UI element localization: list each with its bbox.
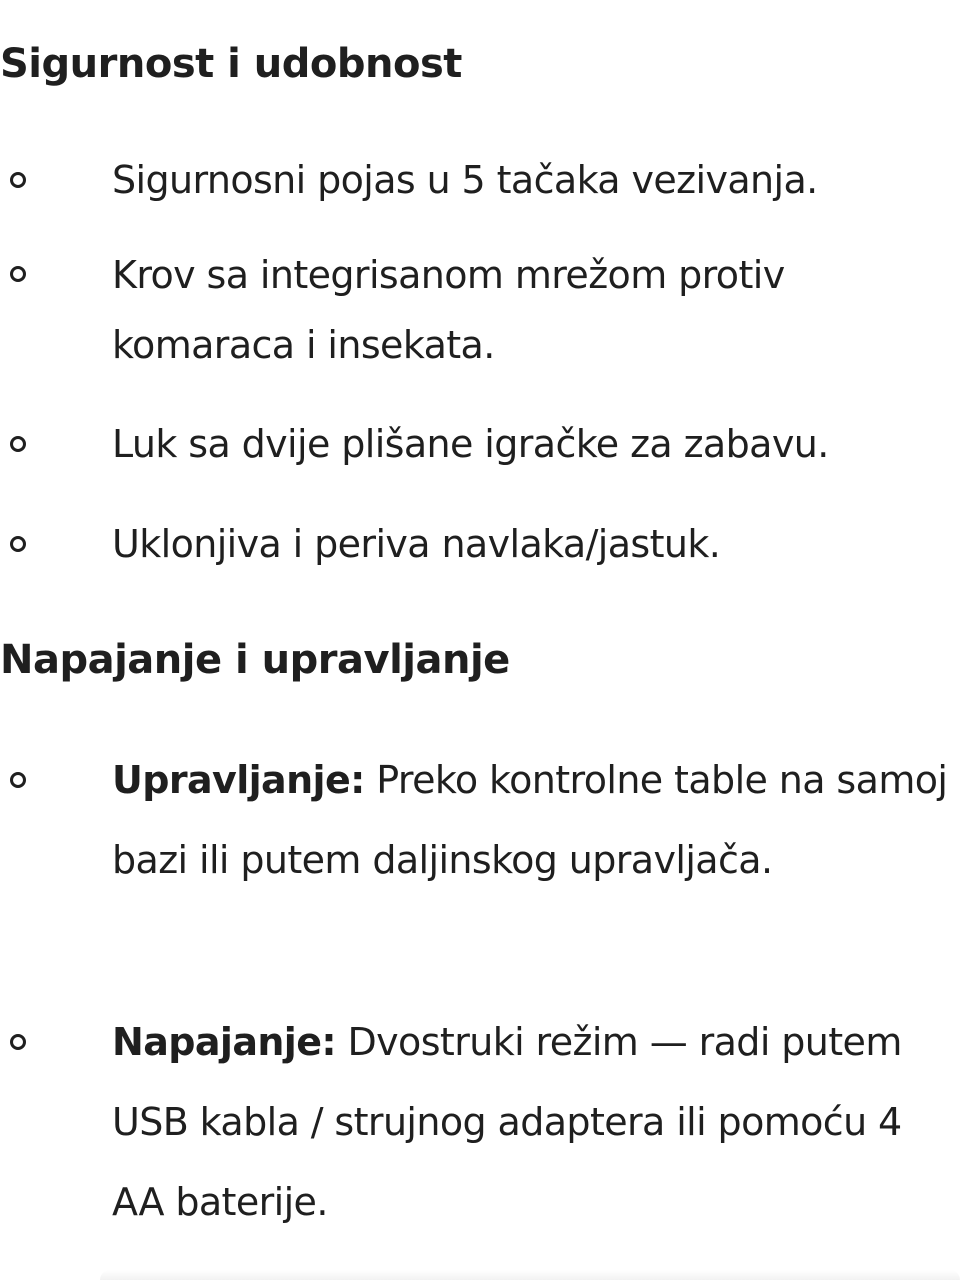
list-item-description: Preko kontrolne table na samoj bazi ili putem daljinskog upravljača.: [112, 758, 948, 882]
bottom-sheet-edge: [100, 1270, 960, 1280]
hollow-bullet-icon: [10, 536, 26, 552]
hollow-bullet-icon: [10, 772, 26, 788]
hollow-bullet-icon: [10, 436, 26, 452]
section-title-power-control: Napajanje i upravljanje: [0, 637, 510, 683]
list-item-text: Uklonjiva i periva navlaka/jastuk.: [112, 522, 721, 566]
list-item-label: Upravljanje:: [112, 758, 365, 802]
list-item-text: [112, 740, 948, 900]
hollow-bullet-icon: [10, 172, 26, 188]
list-item-text: Luk sa dvije plišane igračke za zabavu.: [112, 422, 829, 466]
list-item-text: [112, 1002, 948, 1242]
list-item-description: Dvostruki režim — radi putem USB kabla / strujnog adaptera ili pomoću 4 AA baterije.: [112, 1020, 902, 1224]
list-item-text: Sigurnosni pojas u 5 tačaka vezivanja.: [112, 158, 818, 202]
list-item-label: Napajanje:: [112, 1020, 337, 1064]
section-title-safety: Sigurnost i udobnost: [0, 41, 462, 87]
hollow-bullet-icon: [10, 1034, 26, 1050]
hollow-bullet-icon: [10, 266, 26, 282]
list-item-text: Krov sa integrisanom mrežom protiv komaraca i insekata.: [112, 253, 785, 367]
